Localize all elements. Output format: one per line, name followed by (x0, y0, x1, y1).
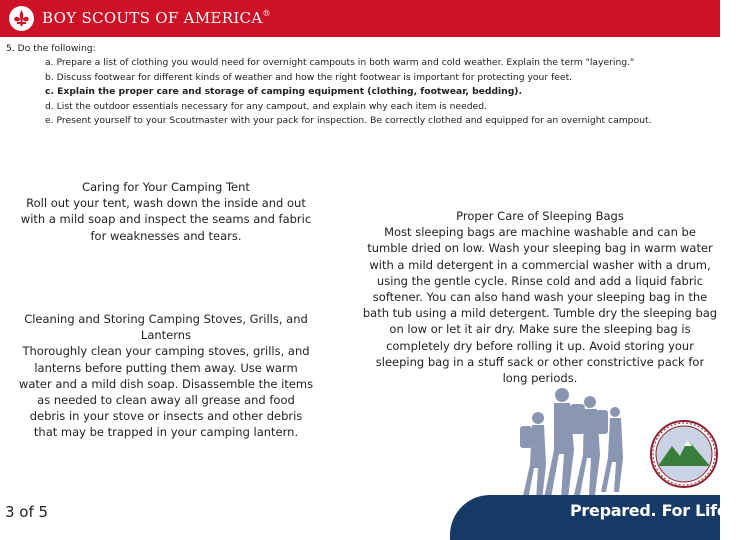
requirement-item-c: c. Explain the proper care and storage of camping equipment (clothing, footwear, bedding). (45, 86, 522, 98)
sleeping-bag-care-title: Proper Care of Sleeping Bags (456, 209, 624, 223)
requirement-item-b: b. Discuss footwear for different kinds of weather and how the right footwear is important for protecting your feet. (45, 71, 573, 83)
tent-care-title: Caring for Your Camping Tent (82, 180, 250, 194)
tent-care-body: Roll out your tent, wash down the inside and out with a mild soap and inspect the seams and fabric for weaknesses and tears. (20, 196, 312, 243)
stove-care-title: Cleaning and Storing Camping Stoves, Grills, and Lanterns (24, 312, 308, 343)
sleeping-bag-care-section (362, 208, 718, 386)
sleeping-bag-care-body: Most sleeping bags are machine washable and can be tumble dried on low. Wash your sleeping bag in warm water with a mild detergent in a commercial washer with a drum, using the gentle cycle. Rinse cold and add a liquid fabric softener. You can also hand wash your sleeping bag in the bath tub using a mild detergent. Tumble dry the sleeping bag on low or let it air dry. Make sure the sleeping bag is completely dry before rolling it up. Avoid storing your sleeping bag in a stuff sack or other constrictive pack for long periods. (362, 225, 718, 386)
requirement-item-d: d. List the outdoor essentials necessary for any campout, and explain why each item is needed. (45, 100, 487, 112)
footer-tagline: Prepared. For Life.™ (570, 501, 742, 520)
stove-care-section (18, 311, 314, 441)
requirement-item-a: a. Prepare a list of clothing you would need for overnight campouts in both warm and cold weather. Explain the term "layering." (45, 57, 635, 69)
logo-wordmark: BOY SCOUTS OF AMERICA® (42, 9, 271, 27)
stove-care-body: Thoroughly clean your camping stoves, grills, and lanterns before putting them away. Use warm water and a mild dish soap. Disassemble the items as needed to clean away all grease and food debris in your stove or insects and other debris that may be trapped in your camping lantern. (18, 344, 314, 440)
tent-care-section (18, 179, 314, 244)
fleur-de-lis-icon (9, 6, 34, 31)
requirement-list (6, 42, 706, 128)
requirement-item-e: e. Present yourself to your Scoutmaster with your pack for inspection. Be correctly clothed and equipped for an overnight campout. (45, 115, 652, 127)
requirement-intro: 5. Do the following: (6, 43, 96, 54)
bsa-seal-icon (646, 410, 718, 496)
page-number: 3 of 5 (5, 503, 49, 521)
header-bar (0, 0, 720, 37)
